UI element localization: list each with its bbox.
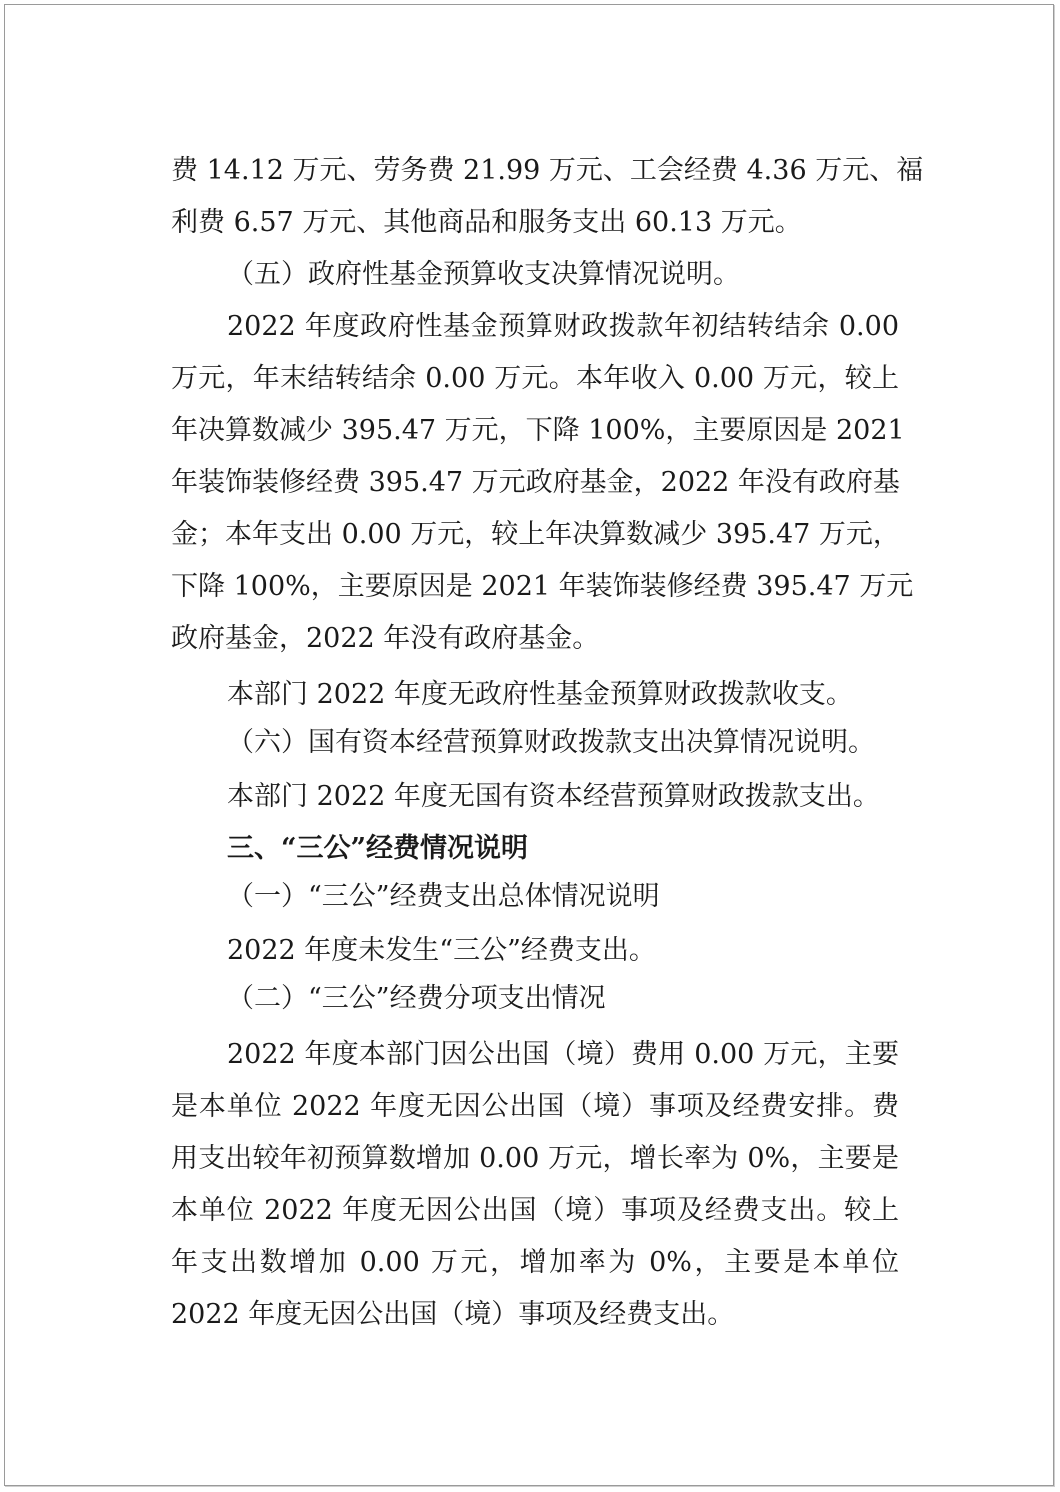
paragraph-line: 是本单位 2022 年度无因公出国（境）事项及经费安排。费 [171,1091,899,1122]
paragraph-line: 政府基金，2022 年没有政府基金。 [171,623,600,654]
subsection-heading-2: （二）“三公”经费分项支出情况 [227,983,606,1014]
paragraph-line: 利费 6.57 万元、其他商品和服务支出 60.13 万元。 [171,207,802,238]
paragraph-line: 用支出较年初预算数增加 0.00 万元，增长率为 0%，主要是 [171,1143,899,1174]
paragraph-line: 2022 年度未发生“三公”经费支出。 [227,935,656,966]
section-heading-6: （六）国有资本经营预算财政拨款支出决算情况说明。 [227,727,875,758]
paragraph-line: 本部门 2022 年度无政府性基金预算财政拨款收支。 [227,679,853,710]
subsection-heading-1: （一）“三公”经费支出总体情况说明 [227,881,660,912]
paragraph-line: 2022 年度本部门因公出国（境）费用 0.00 万元，主要 [227,1039,899,1070]
paragraph-line: 年装饰装修经费 395.47 万元政府基金，2022 年没有政府基 [171,467,900,498]
section-heading-3: 三、“三公”经费情况说明 [227,833,529,864]
paragraph-line: 2022 年度无因公出国（境）事项及经费支出。 [171,1299,735,1330]
paragraph-line: 2022 年度政府性基金预算财政拨款年初结转结余 0.00 [227,311,899,342]
paragraph-line: 金；本年支出 0.00 万元，较上年决算数减少 395.47 万元， [171,519,900,550]
paragraph-line: 年决算数减少 395.47 万元，下降 100%，主要原因是 2021 [171,415,905,446]
document-page [4,4,1054,1486]
section-heading-5: （五）政府性基金预算收支决算情况说明。 [227,259,740,290]
paragraph-line: 下降 100%，主要原因是 2021 年装饰装修经费 395.47 万元 [171,571,914,602]
paragraph-line: 万元，年末结转结余 0.00 万元。本年收入 0.00 万元，较上 [171,363,899,394]
paragraph-line: 费 14.12 万元、劳务费 21.99 万元、工会经费 4.36 万元、福 [171,155,924,186]
paragraph-line: 本部门 2022 年度无国有资本经营预算财政拨款支出。 [227,781,880,812]
paragraph-line: 本单位 2022 年度无因公出国（境）事项及经费支出。较上 [171,1195,899,1226]
paragraph-line: 年支出数增加 0.00 万元，增加率为 0%，主要是本单位 [171,1247,899,1278]
